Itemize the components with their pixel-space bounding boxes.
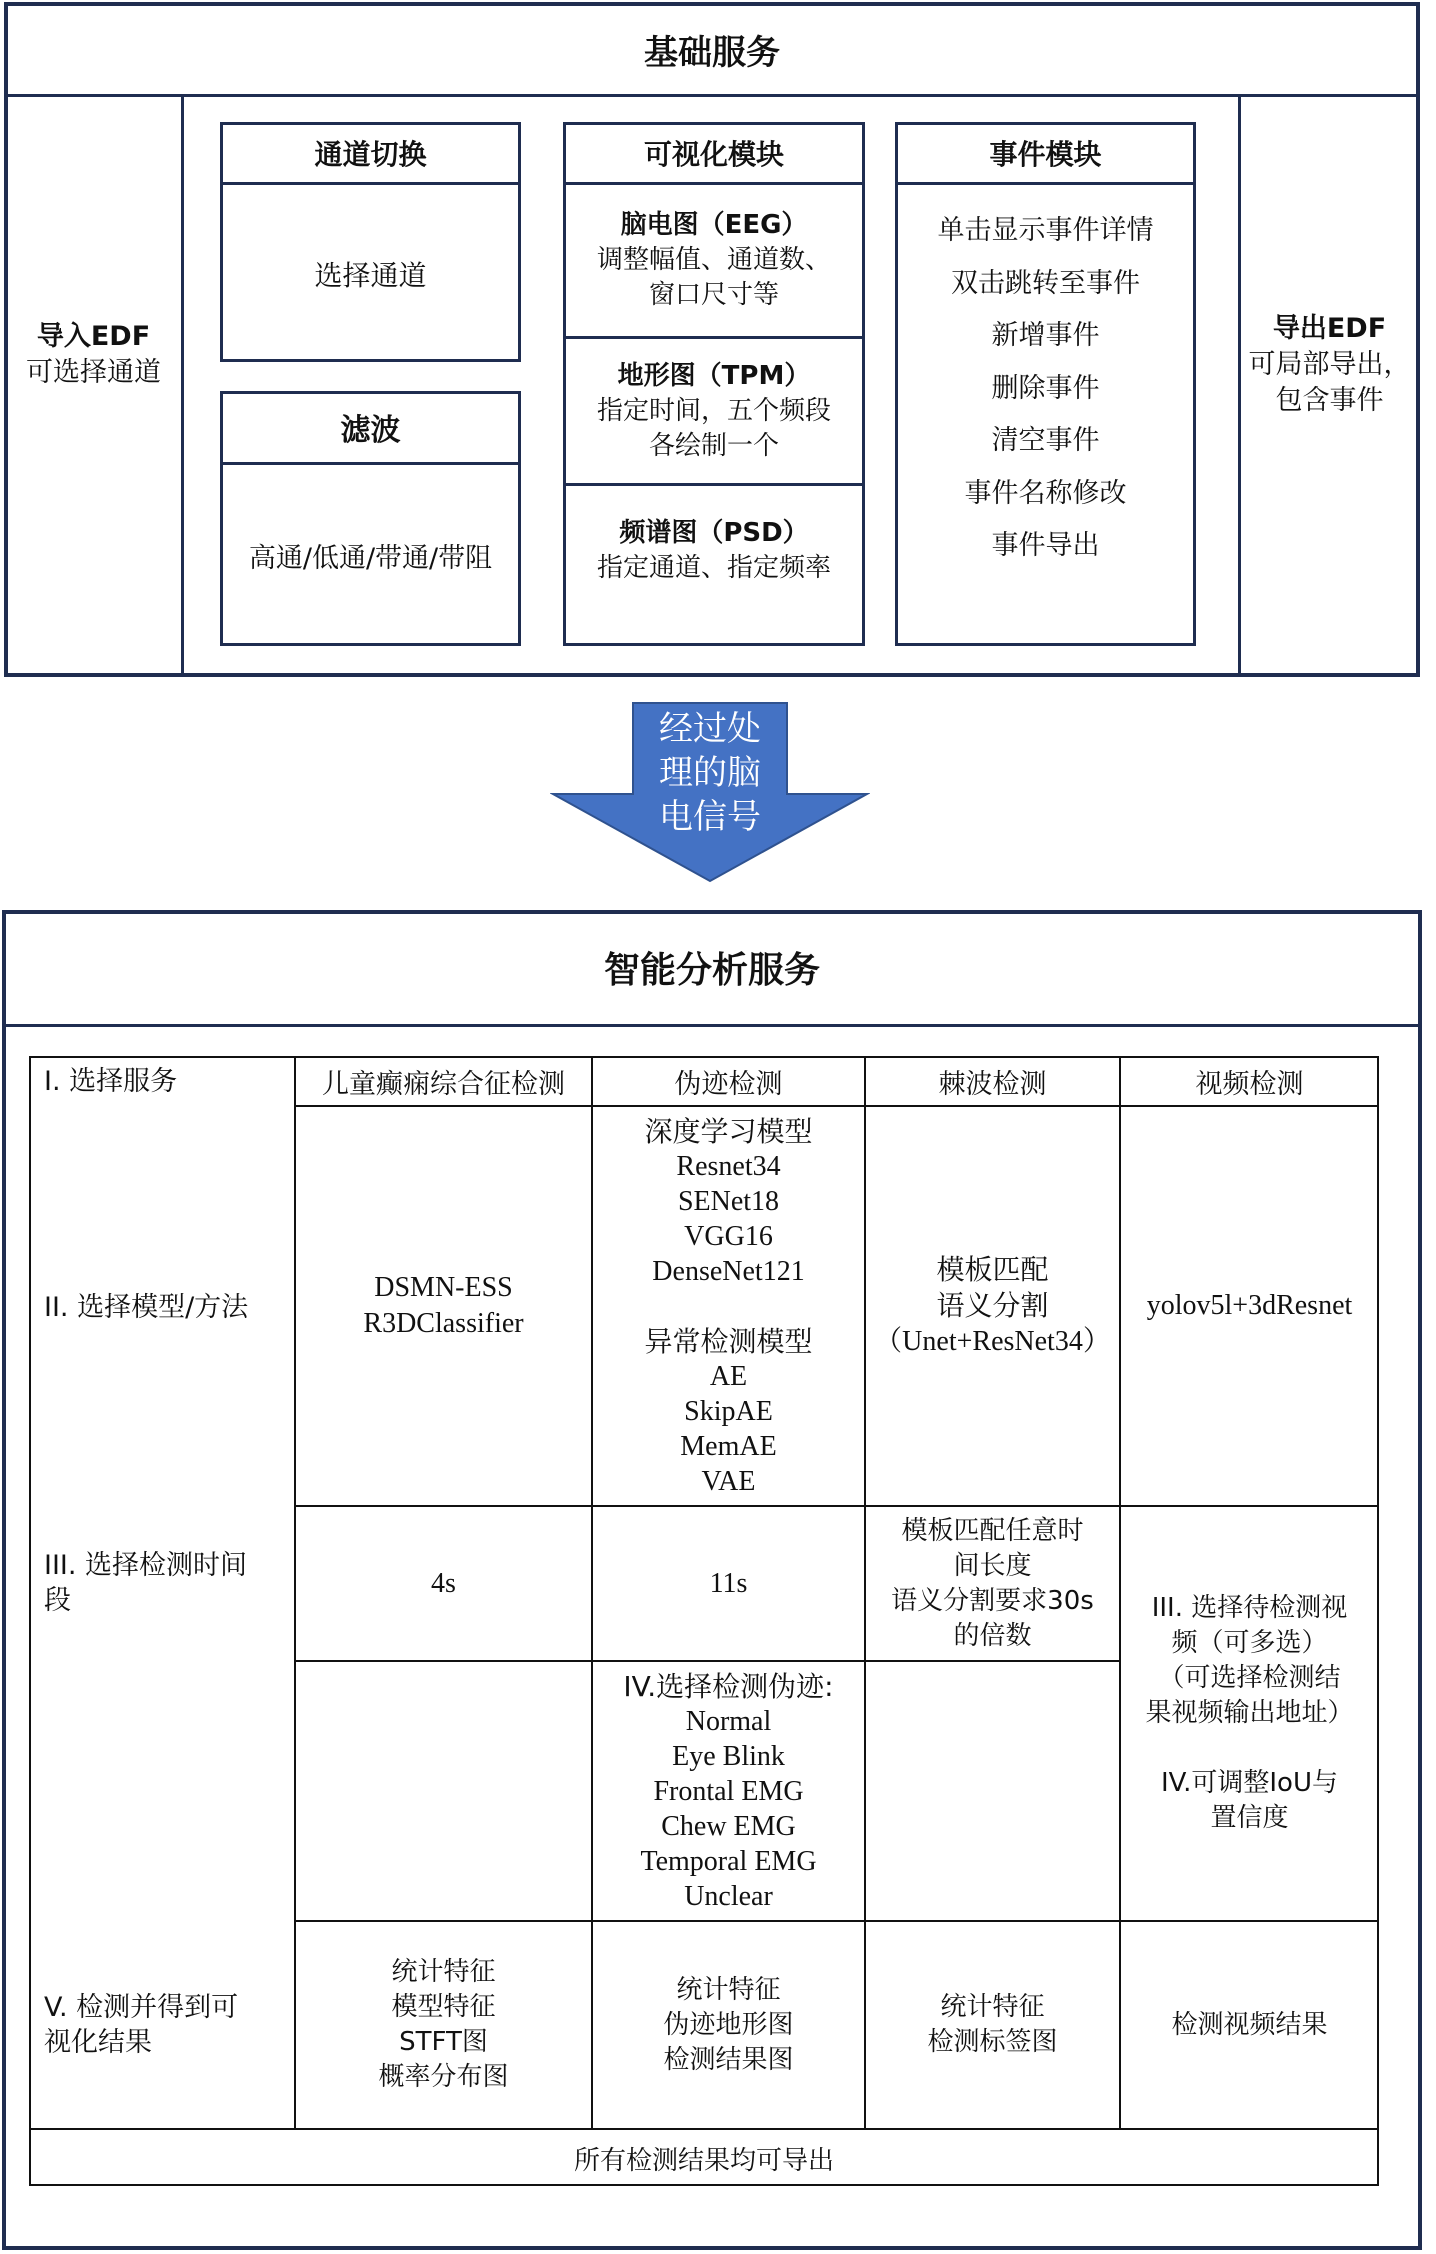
artifact-eye-blink[interactable]: Eye Blink [672, 1740, 785, 1772]
event-item-clear[interactable]: 清空事件 [991, 425, 1100, 456]
video-step-2: 频（可多选） [1171, 1628, 1328, 1658]
time-spike-2: 间长度 [953, 1550, 1032, 1581]
artifact-unclear[interactable]: Unclear [684, 1880, 773, 1912]
filter-body: 高通/低通/带通/带阻 [248, 543, 493, 574]
result-stat-features: 统计特征 [391, 1957, 496, 1987]
result-spike-stat: 统计特征 [940, 1992, 1045, 2022]
model-group-deep-learning: 深度学习模型 [644, 1114, 813, 1148]
result-artifact-detect: 检测结果图 [663, 2044, 794, 2075]
event-item-show-detail[interactable]: 单击显示事件详情 [937, 215, 1154, 246]
model-resnet34[interactable]: Resnet34 [676, 1150, 781, 1182]
arrow-label-line-1: 经过处 [659, 709, 761, 749]
model-ae[interactable]: AE [709, 1360, 748, 1392]
channel-switch-title: 通道切换 [314, 138, 427, 171]
visual-tpm[interactable] [563, 339, 865, 483]
export-edf-desc-1: 可局部导出， [1248, 349, 1411, 380]
visual-tpm-title: 地形图（TPM） [617, 360, 811, 391]
results-spike [866, 1922, 1119, 2128]
export-divider [1238, 96, 1241, 676]
header-video[interactable]: 视频检测 [1195, 1068, 1304, 1100]
visual-psd-desc: 指定通道、指定频率 [596, 553, 831, 583]
time-epilepsy[interactable]: 4s [431, 1567, 456, 1599]
visual-eeg-title: 脑电图（EEG） [620, 210, 808, 240]
results-artifact [593, 1922, 864, 2128]
model-group-anomaly: 异常检测模型 [644, 1324, 813, 1358]
visual-psd[interactable] [563, 486, 865, 616]
import-edf[interactable] [6, 300, 181, 410]
result-video: 检测视频结果 [1171, 2009, 1328, 2040]
method-unet-resnet34: （Unet+ResNet34） [874, 1326, 1111, 1357]
artifact-select [593, 1662, 864, 1920]
models-spike [866, 1107, 1119, 1505]
visual-tpm-desc-2: 各绘制一个 [648, 430, 779, 461]
models-artifact [593, 1107, 864, 1505]
video-steps[interactable] [1121, 1507, 1378, 1920]
time-spike-4: 的倍数 [953, 1620, 1032, 1651]
result-artifact-stat: 统计特征 [676, 1974, 781, 2005]
artifact-frontal-emg[interactable]: Frontal EMG [653, 1775, 804, 1807]
results-epilepsy [296, 1922, 591, 2128]
row-label-select-time-2: 段 [44, 1585, 71, 1616]
model-skipae[interactable]: SkipAE [684, 1395, 773, 1427]
event-module-list [895, 205, 1196, 570]
filter-title: 滤波 [340, 413, 401, 448]
result-model-features: 模型特征 [391, 1992, 496, 2022]
row-label-results-1: V. 检测并得到可 [44, 1992, 239, 2023]
model-vae[interactable]: VAE [701, 1465, 756, 1497]
visual-module-title: 可视化模块 [643, 138, 784, 171]
artifact-normal[interactable]: Normal [685, 1705, 772, 1737]
method-template-matching[interactable]: 模板匹配 [936, 1253, 1049, 1286]
video-step-4: 果视频输出地址） [1145, 1698, 1354, 1728]
import-divider [181, 96, 184, 676]
artifact-select-title: IV.选择检测伪迹: [623, 1669, 834, 1703]
method-semantic-segmentation[interactable]: 语义分割 [936, 1289, 1049, 1322]
row-label-select-time [44, 1548, 294, 1618]
import-edf-title: 导入EDF [36, 321, 151, 352]
model-r3dclassifier[interactable]: R3DClassifier [363, 1308, 524, 1339]
event-item-jump[interactable]: 双击跳转至事件 [951, 267, 1140, 299]
export-edf-title: 导出EDF [1272, 313, 1387, 344]
time-spike-3: 语义分割要求30s [891, 1585, 1094, 1616]
smart-service-title: 智能分析服务 [603, 949, 820, 991]
event-item-rename[interactable]: 事件名称修改 [964, 477, 1127, 509]
row-label-results [44, 1990, 294, 2060]
row-label-select-service: I. 选择服务 [44, 1066, 178, 1097]
export-edf[interactable] [1242, 300, 1417, 430]
export-edf-desc-2: 包含事件 [1275, 385, 1384, 416]
model-yolov5l-3dresnet[interactable]: yolov5l+3dResnet [1146, 1290, 1353, 1321]
basic-service-title: 基础服务 [644, 32, 780, 73]
header-epilepsy[interactable]: 儿童癫痫综合征检测 [322, 1068, 565, 1100]
model-dsmn-ess[interactable]: DSMN-ESS [374, 1272, 513, 1303]
results-video [1121, 1922, 1378, 2128]
visual-tpm-desc-1: 指定时间，五个频段 [596, 395, 831, 426]
video-step-6: 置信度 [1210, 1803, 1289, 1833]
header-spike[interactable]: 棘波检测 [938, 1068, 1047, 1100]
result-artifact-topomap: 伪迹地形图 [663, 2009, 794, 2040]
model-densenet121[interactable]: DenseNet121 [652, 1255, 805, 1287]
models-epilepsy [296, 1107, 591, 1505]
model-senet18[interactable]: SENet18 [677, 1185, 780, 1217]
event-item-export[interactable]: 事件导出 [991, 530, 1100, 561]
arrow-label-line-3: 电信号 [659, 797, 761, 837]
model-vgg16[interactable]: VGG16 [684, 1220, 773, 1252]
arrow-label-line-2: 理的脑 [659, 753, 761, 793]
time-spike-1: 模板匹配任意时 [901, 1515, 1084, 1546]
event-item-delete[interactable]: 删除事件 [991, 372, 1100, 404]
model-memae[interactable]: MemAE [680, 1430, 777, 1462]
video-step-1: III. 选择待检测视 [1151, 1593, 1348, 1623]
visual-eeg[interactable] [563, 185, 865, 336]
time-spike[interactable] [866, 1507, 1119, 1660]
artifact-temporal-emg[interactable]: Temporal EMG [640, 1845, 817, 1877]
result-spike-label: 检测标签图 [927, 2027, 1058, 2057]
event-module-title: 事件模块 [989, 138, 1102, 171]
time-artifact[interactable]: 11s [709, 1567, 748, 1599]
row-label-select-model: II. 选择模型/方法 [44, 1292, 249, 1323]
row-label-select-time-1: III. 选择检测时间 [44, 1550, 248, 1581]
import-edf-desc: 可选择通道 [26, 357, 161, 388]
video-step-5: IV.可调整IoU与 [1161, 1768, 1338, 1798]
header-artifact[interactable]: 伪迹检测 [674, 1068, 783, 1100]
models-video [1121, 1107, 1378, 1505]
smart-title-divider [2, 1024, 1422, 1027]
visual-psd-title: 频谱图（PSD） [619, 518, 809, 548]
visual-eeg-desc-2: 窗口尺寸等 [648, 280, 779, 310]
visual-eeg-desc-1: 调整幅值、通道数、 [596, 245, 831, 275]
video-step-3: （可选择检测结 [1158, 1663, 1341, 1693]
row-label-results-2: 视化结果 [44, 2027, 152, 2058]
artifact-chew-emg[interactable]: Chew EMG [661, 1810, 796, 1842]
channel-switch-body: 选择通道 [314, 258, 427, 292]
result-prob-dist: 概率分布图 [378, 2062, 509, 2092]
event-item-add[interactable]: 新增事件 [991, 320, 1100, 351]
export-all-results[interactable]: 所有检测结果均可导出 [573, 2145, 834, 2176]
result-stft: STFT图 [399, 2027, 488, 2057]
arrow-label [633, 703, 787, 843]
